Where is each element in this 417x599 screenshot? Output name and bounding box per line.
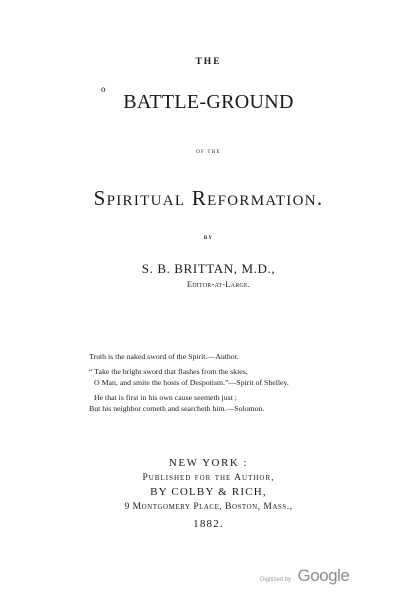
imprint-address: 9 Montgomery Place, Boston, Mass., xyxy=(124,502,293,512)
author-name: S. B. BRITTAN, M.D., xyxy=(141,261,276,276)
epigraph-line: He that is first in his own cause seemeth just ; xyxy=(94,392,237,402)
imprint-year: 1882. xyxy=(193,518,224,530)
epigraph-line: “ Take the bright sword that flashes from the skies, xyxy=(89,366,248,376)
epigraph-block xyxy=(89,351,329,415)
imprint-published: Published for the Author, xyxy=(142,473,275,483)
the-heading: THE xyxy=(195,57,222,67)
epigraph-line: O Man, and smite the hosts of Despotism.”—Spirit of Shelley. xyxy=(94,378,289,387)
digitized-watermark xyxy=(260,566,349,586)
title-battle-ground: BATTLE-GROUND xyxy=(123,91,294,113)
by-line: BY xyxy=(203,236,214,241)
imprint-city: NEW YORK : xyxy=(168,457,249,469)
watermark-small-text: Digitized by xyxy=(260,577,292,583)
title-spiritual-reformation: Spiritual Reformation. xyxy=(93,186,324,210)
epigraph-line: Truth is the naked sword of the Spirit.—Author. xyxy=(89,352,239,361)
imprint-publisher: BY COLBY & RICH, xyxy=(150,486,267,498)
author-title: Editor-at-Large. xyxy=(186,279,251,289)
google-logo: Google xyxy=(297,566,350,585)
epigraph-line: But his neighbor cometh and searcheth him.—Solomon. xyxy=(89,404,265,413)
of-the-line: OF THE xyxy=(196,150,221,155)
stray-mark: o xyxy=(101,84,106,94)
